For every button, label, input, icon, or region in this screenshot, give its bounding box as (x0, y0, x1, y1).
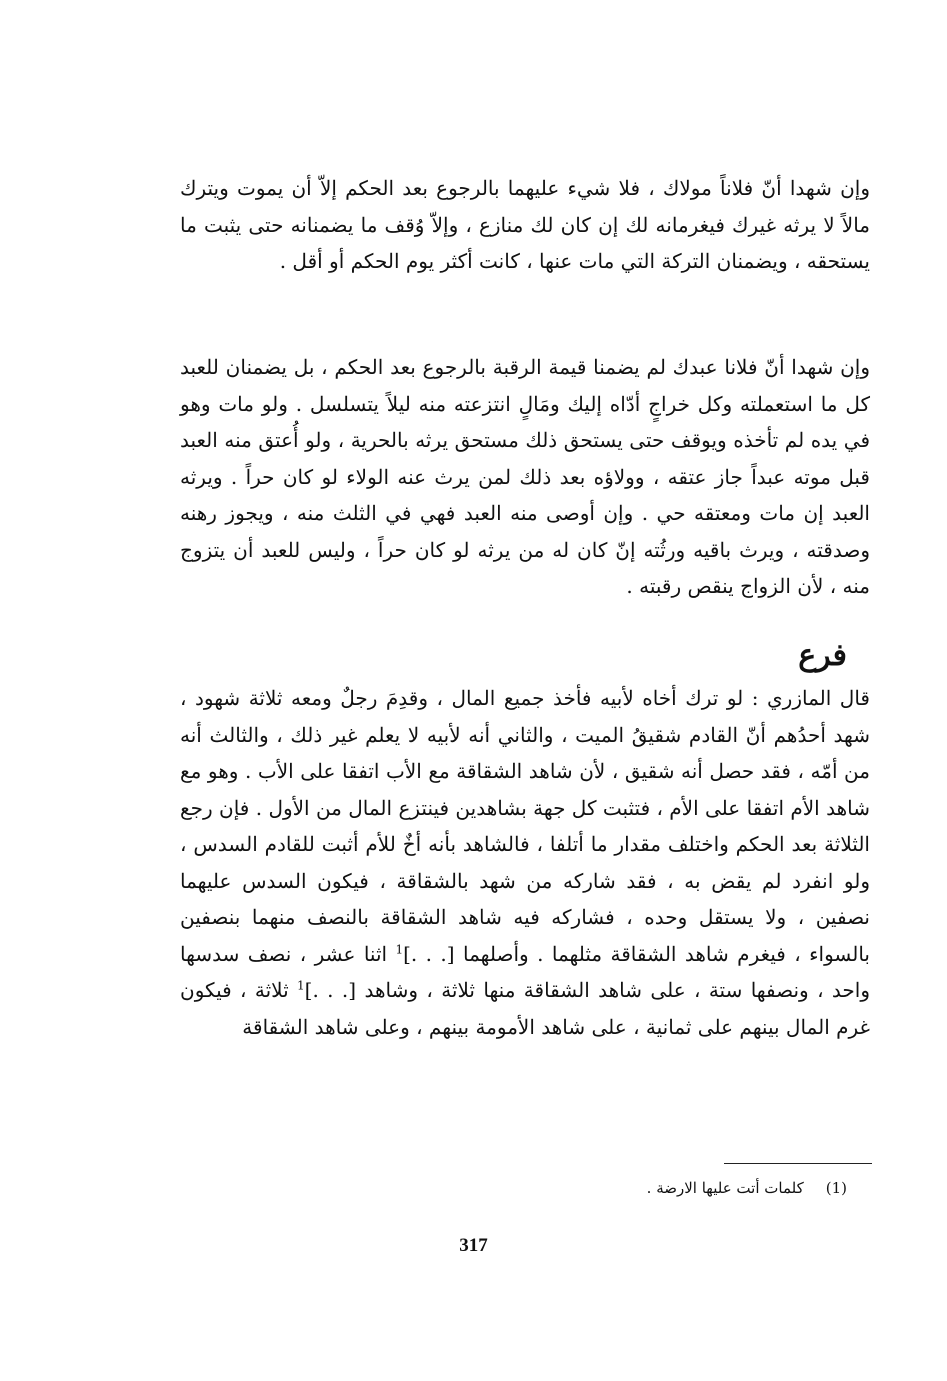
footnote-marker: 1 (395, 941, 404, 956)
footnote-divider (724, 1163, 872, 1164)
paragraph-mawla-testimony: وإن شهدا أنّ فلاناً مولاك ، فلا شيء عليهما بالرجوع بعد الحكم إلاّ أن يموت ويترك مالاً لا يرثه غيرك فيغرمانه لك إن كان لك منازع ، وإلاّ وُقف ما يضمنانه حتى يثبت ما يستحقه ، ويضمنان التركة التي مات عنها ، كانت أكثر يوم الحكم أو أقل . (180, 176, 870, 273)
paragraph-text-part-2: اثنا عشر ، نصف سدسها واحد ، ونصفها ستة ، على شاهد الشقاقة منها ثلاثة ، وشاهد [. . .] (180, 941, 870, 1002)
paragraph-slave-testimony: وإن شهدا أنّ فلانا عبدك لم يضمنا قيمة الرقبة بالرجوع بعد الحكم ، بل يضمنان للعبد كل ما استعملته وكل خراجٍ أدّاه إليك ومَالٍ انتزعته منه ليلاً يتسلسل . ولو مات وهو في يده لم تأخذه ويوقف حتى يستحق ذلك مستحق يرثه بالحرية ، ولو أُعتق منه العبد قبل موته عبداً جاز عتقه ، وولاؤه بعد ذلك لمن يرث عنه الولاء لو كان حراً . ويرثه العبد إن مات ومعتقه حي . وإن أوصى منه العبد فهي في الثلث منه ، ويجوز رهنه وصدقته ، ويرث باقيه ورثُته إنّ كان له من يرثه لو كان حراً ، وليس للعبد أن يتزوج منه ، لأن الزواج ينقص رقبته . (180, 355, 871, 598)
paragraph-text-part-3: ثلاثة ، فيكون غرم المال بينهم على ثمانية ، على شاهد الأمومة بينهم ، وعلى شاهد الشقاقة (180, 978, 870, 1039)
paragraph-text-part-1: قال المازري : لو ترك أخاه لأبيه فأخذ جميع المال ، وقدِمَ رجلٌ ومعه ثلاثة شهود ، شهد أحدُهم أنّ القادم شقيقُ الميت ، والثاني أنه لأبيه لا يعلم غير ذلك ، والثالث أنه من أمّه ، فقد حصل أنه شقيق ، لأن شاهد الشقاقة مع الأب اتفقا على الأب . وهو مع شاهد الأم اتفقا على الأم ، فتثبت كل جهة بشاهدين فينتزع المال من الأول . فإن رجع الثلاثة بعد الحكم واختلف مقدار ما أتلفا ، فالشاهد بأنه أخٌ للأم أثبت للقادم السدس ، ولو انفرد لم يقض به ، فقد شاركه من شهد بالشقاقة ، فيكون السدس عليهما نصفين ، ولا يستقل وحده ، فشاركه فيه شاهد الشقاقة بالنصف منهما بنصفين بالسواء ، فيغرم شاهد الشقاقة مثلهما . وأصلهما [. . .] (180, 686, 870, 966)
paragraph-mazari-branch (180, 680, 870, 1045)
section-heading: فرع (798, 638, 847, 673)
page-number: 317 (459, 1235, 488, 1256)
footnote-number: (1) (825, 1179, 847, 1197)
footnote (647, 1176, 847, 1200)
footnote-marker: 1 (297, 978, 305, 993)
footnote-text: كلمات أتت عليها الارضة . (646, 1179, 804, 1197)
